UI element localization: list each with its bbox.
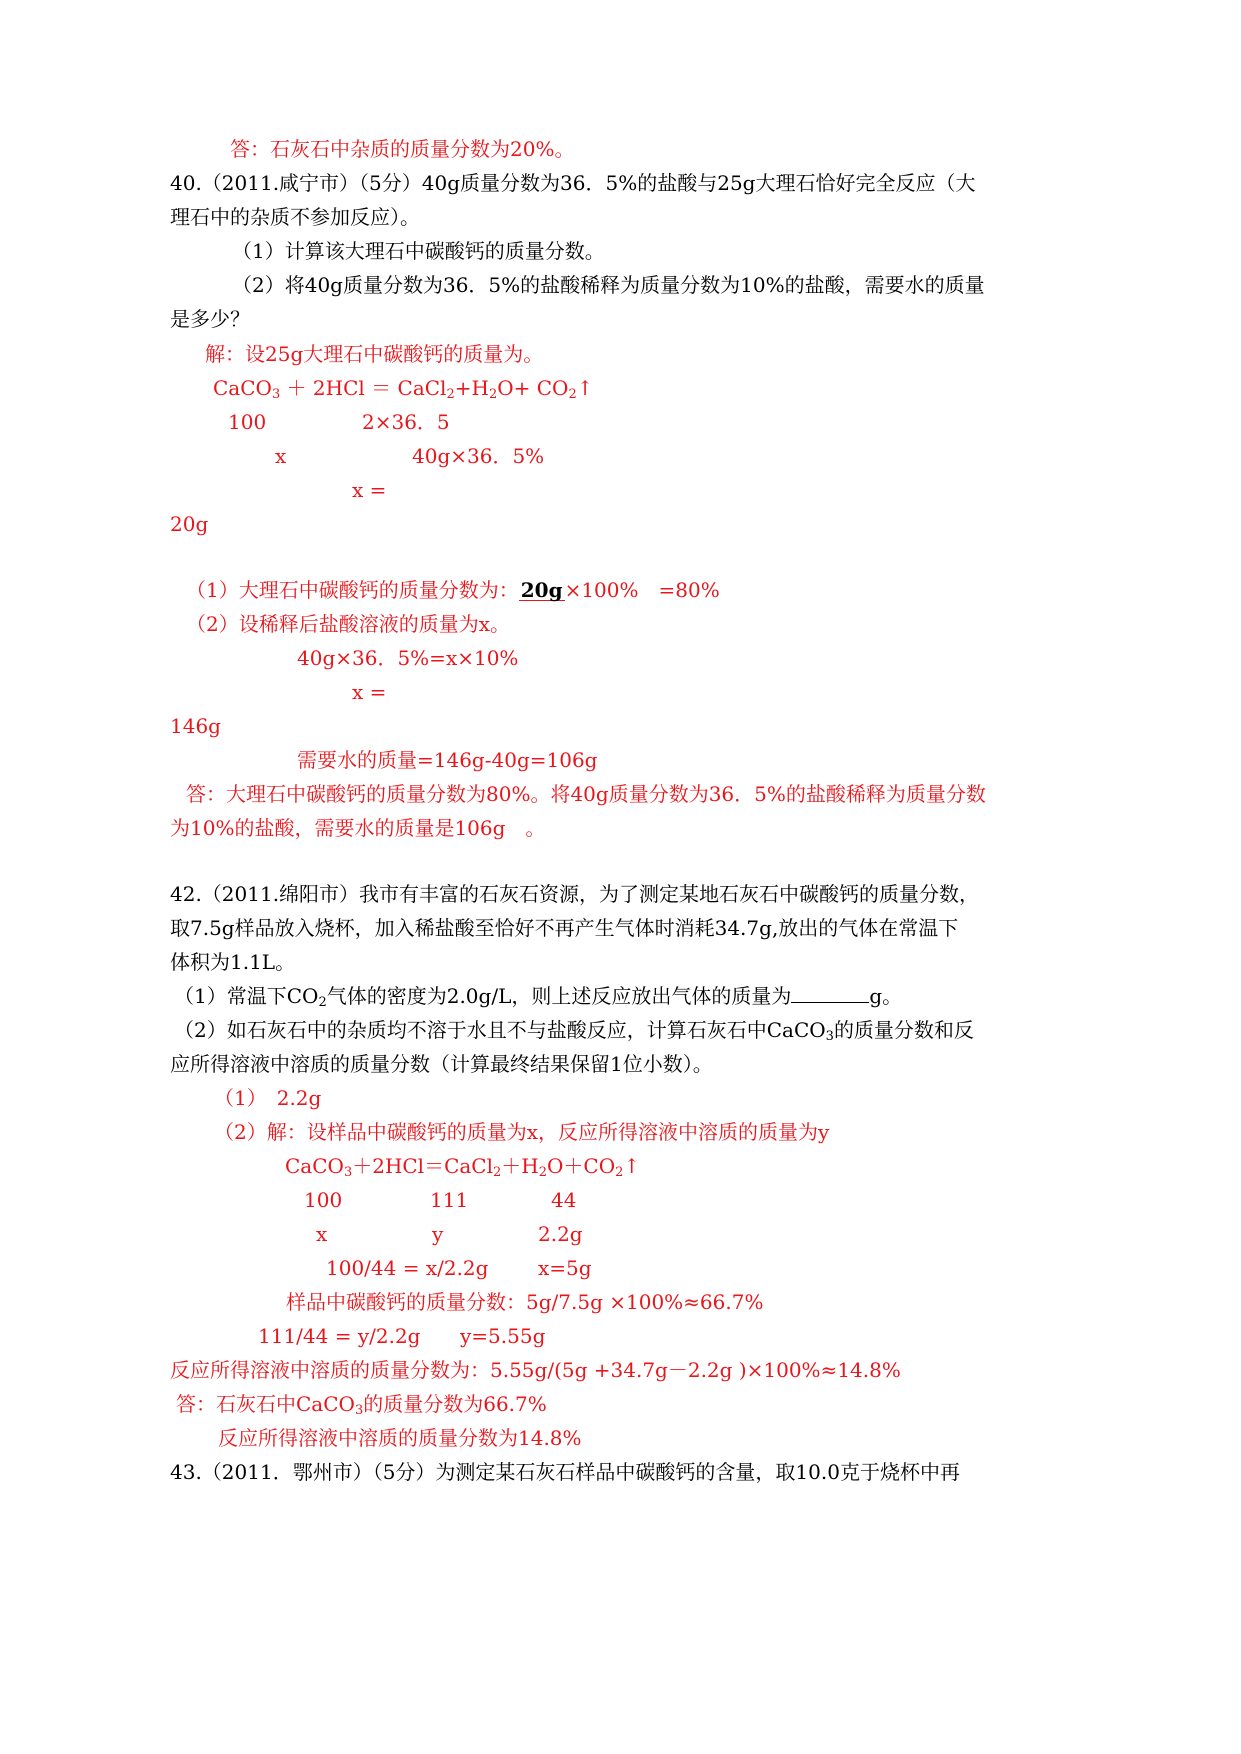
chemical-equation-1: CaCO$_3$ ＋ $2HCl = CaCl_2+H_2O+$ $CO_2↑$: [213, 376, 594, 402]
question-42-2: （2）如石灰石中的杂质均不溶于水且不与盐酸反应，计算石灰石中CaCO$_3$的质量分数和反: [174, 1018, 974, 1044]
x-result: x=5g: [538, 1256, 592, 1280]
answer-42-final: 答：石灰石中CaCO$_3$的质量分数为66.7%: [176, 1392, 547, 1418]
molar-mass-3: 44: [551, 1188, 577, 1212]
unknown-y: y: [432, 1222, 444, 1246]
fraction-numerator: 20g: [520, 578, 563, 602]
molar-mass-1: 100: [304, 1188, 343, 1212]
problem-40-title: 40.（2011.咸宁市）（5分）40g质量分数为36．5%的盐酸与25g大理石恰好完全反应（大: [170, 171, 976, 195]
answer-part-1: （1）大理石中碳酸钙的质量分数为： 20g ×100% =80%: [186, 578, 720, 602]
answer-part-2-intro: （2）设稀释后盐酸溶液的质量为x。: [186, 612, 511, 636]
answer-42-2-intro: （2）解：设样品中碳酸钙的质量为x，反应所得溶液中溶质的质量为y: [214, 1120, 830, 1144]
x-value: 20g: [170, 512, 209, 536]
x-equals: x =: [352, 478, 387, 502]
problem-42-title: 42.（2011.绵阳市）我市有丰富的石灰石资源，为了测定某地石灰石中碳酸钙的质量分数，: [170, 882, 980, 906]
question-1: （1）计算该大理石中碳酸钙的质量分数。: [232, 239, 605, 263]
x-equals-2: x =: [352, 680, 387, 704]
answer-blank: [791, 984, 869, 1003]
problem-43-title: 43.（2011．鄂州市）（5分）为测定某石灰石样品中碳酸钙的含量，取10.0克于烧杯中再: [170, 1460, 960, 1484]
molar-mass-hcl: 2×36．5: [362, 410, 450, 434]
answer-42-1: （1） 2.2g: [214, 1086, 322, 1110]
hcl-mass: 40g×36．5%: [412, 444, 545, 468]
dilution-equation: 40g×36．5%=x×10%: [297, 646, 519, 670]
final-answer-cont: 为10%的盐酸，需要水的质量是106g 。: [170, 816, 546, 840]
problem-42-text-2: 体积为1.1L。: [170, 950, 296, 974]
x-value-2: 146g: [170, 714, 221, 738]
ratio-y: 111/44 = y/2.2g: [258, 1324, 421, 1348]
solution-intro: 解：设25g大理石中碳酸钙的质量为。: [205, 342, 544, 366]
unknown-x: x: [275, 444, 287, 468]
co2-mass: 2.2g: [538, 1222, 583, 1246]
problem-42-text: 取7.5g样品放入烧杯，加入稀盐酸至恰好不再产生气体时消耗34.7g,放出的气体在常温下: [170, 916, 959, 940]
chemical-equation-2: $CaCO_3+2HCl=CaCl_2+H_2O+CO_2↑$: [285, 1154, 641, 1180]
answer-42-final-2: 反应所得溶液中溶质的质量分数为14.8%: [218, 1426, 582, 1450]
molar-mass-caco3: 100: [228, 410, 267, 434]
unknown-x-2: x: [316, 1222, 328, 1246]
y-result: y=5.55g: [460, 1324, 546, 1348]
question-2: （2）将40g质量分数为36．5%的盐酸稀释为质量分数为10%的盐酸，需要水的质量: [232, 273, 985, 297]
molar-mass-2: 111: [430, 1188, 469, 1212]
caco3-fraction: 样品中碳酸钙的质量分数：5g/7.5g ×100%≈66.7%: [286, 1290, 764, 1314]
solute-fraction: 反应所得溶液中溶质的质量分数为：5.55g/(5g +34.7g－2.2g )×100%≈14.8%: [170, 1358, 901, 1382]
question-42-2-cont: 应所得溶液中溶质的质量分数（计算最终结果保留1位小数）。: [170, 1052, 713, 1076]
problem-40-text: 理石中的杂质不参加反应）。: [170, 205, 420, 229]
water-mass: 需要水的质量=146g-40g=106g: [297, 748, 598, 772]
ratio-x: 100/44 = x/2.2g: [326, 1256, 489, 1280]
question-2-cont: 是多少？: [170, 307, 250, 331]
question-42-1: （1）常温下$CO_2$气体的密度为2.0g/L，则上述反应放出气体的质量为 g。: [174, 984, 903, 1010]
final-answer: 答：大理石中碳酸钙的质量分数为80%。将40g质量分数为36．5%的盐酸稀释为质量分数: [186, 782, 986, 806]
answer-line: 答：石灰石中杂质的质量分数为20%。: [230, 137, 575, 161]
